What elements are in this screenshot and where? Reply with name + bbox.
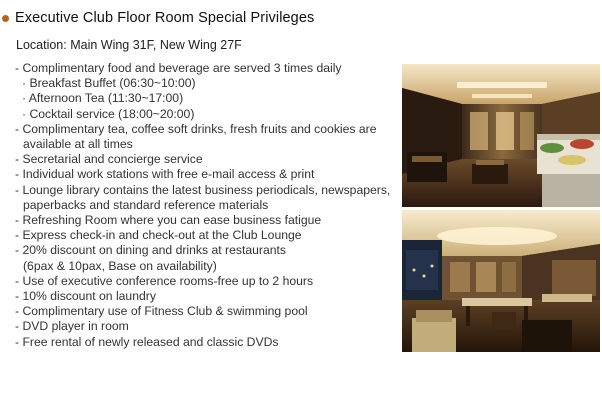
privilege-item: - Free rental of newly released and classic DVDs	[15, 334, 279, 349]
privilege-item: - Individual work stations with free e-mail access & print	[15, 167, 315, 182]
privilege-item-continued: (6pax & 10pax, Base on availability)	[23, 258, 217, 273]
privilege-item-continued: paperbacks and standard reference materials	[23, 197, 269, 212]
privilege-subitem: · Afternoon Tea (11:30~17:00)	[22, 91, 184, 106]
privilege-item: - 10% discount on laundry	[15, 289, 156, 304]
privileges-list	[15, 61, 400, 350]
page-title: Executive Club Floor Room Special Privileges	[15, 10, 315, 26]
privilege-item-continued: available at all times	[23, 137, 133, 152]
header	[2, 10, 314, 26]
lounge-buffet-photo	[402, 64, 600, 207]
privilege-item: - Complimentary tea, coffee soft drinks, fresh fruits and cookies are	[15, 121, 377, 136]
privilege-item: - Express check-in and check-out at the Club Lounge	[15, 228, 302, 243]
dining-room-photo	[402, 210, 600, 352]
privilege-subitem: · Breakfast Buffet (06:30~10:00)	[22, 76, 196, 91]
privilege-item: - Refreshing Room where you can ease business fatigue	[15, 213, 322, 228]
privilege-item: - Complimentary use of Fitness Club & swimming pool	[15, 304, 308, 319]
location-text: Location: Main Wing 31F, New Wing 27F	[16, 38, 242, 52]
privilege-item: - Complimentary food and beverage are served 3 times daily	[15, 61, 342, 75]
privilege-item: - Use of executive conference rooms-free up to 2 hours	[15, 273, 314, 288]
privilege-item: - Secretarial and concierge service	[15, 152, 203, 167]
privilege-item: - 20% discount on dining and drinks at restaurants	[15, 243, 286, 258]
privilege-subitem: · Cocktail service (18:00~20:00)	[22, 106, 195, 121]
privilege-item: - DVD player in room	[15, 319, 129, 334]
privilege-item: - Lounge library contains the latest business periodicals, newspapers,	[15, 182, 391, 197]
title-bullet-icon	[2, 15, 9, 22]
